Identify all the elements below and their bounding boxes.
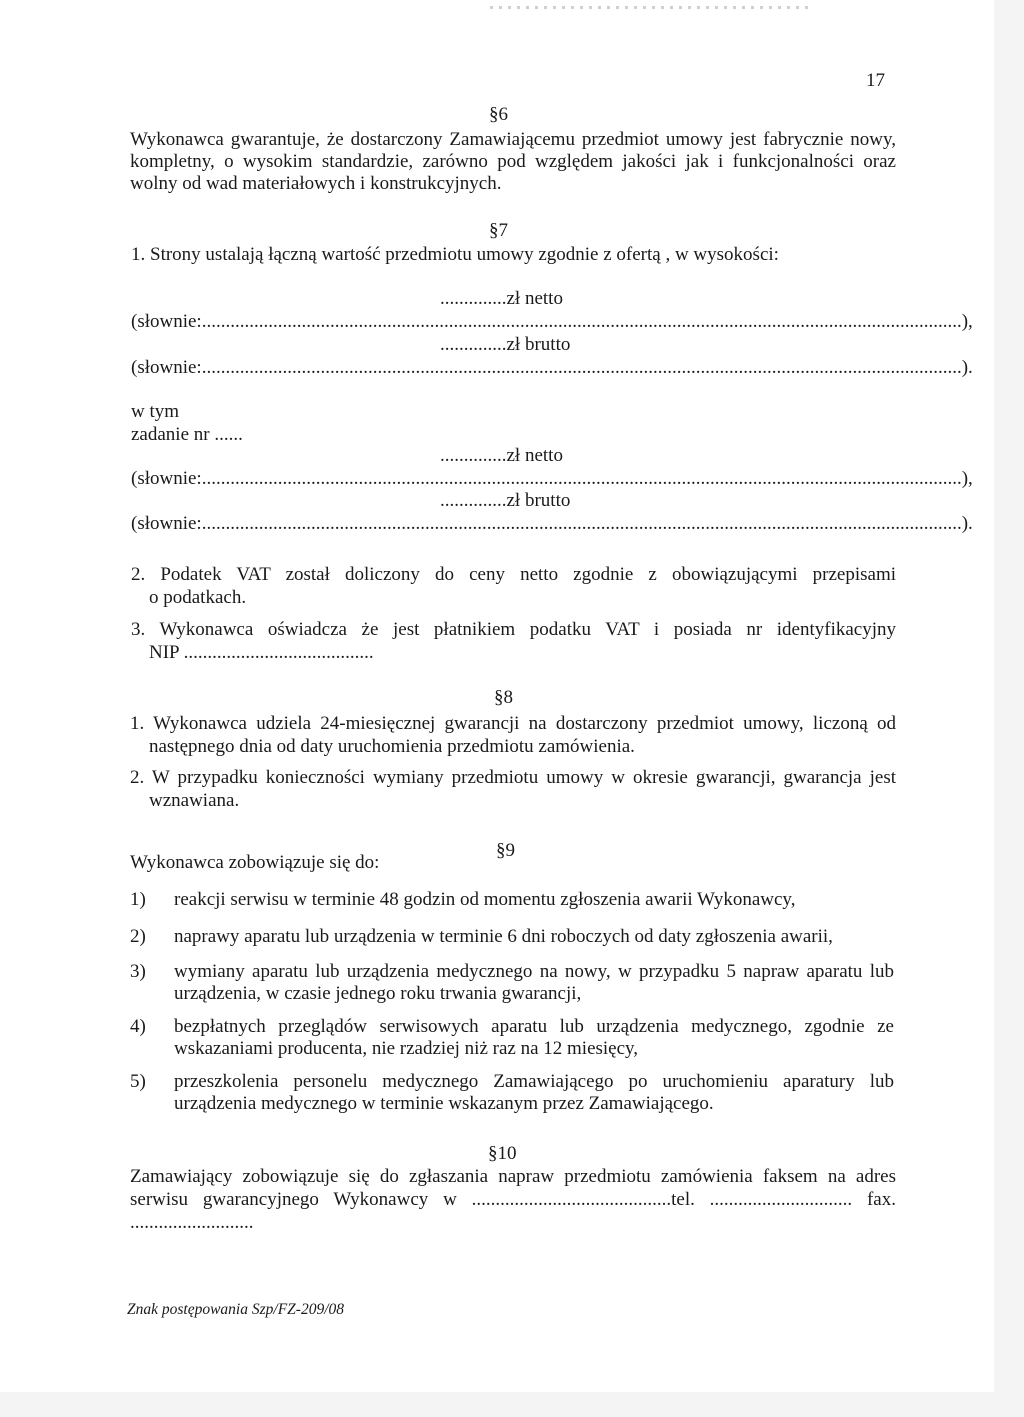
list-item: przeszkolenia personelu medycznego Zamawiającego po uruchomieniu aparatury lub: [174, 1071, 894, 1092]
dotted-fill: ................................................................................................................................................................: [201, 311, 962, 332]
slownie-end: ),: [961, 468, 973, 489]
list-item: naprawy aparatu lub urządzenia w terminie 6 dni roboczych od daty zgłoszenia awarii,: [174, 926, 833, 947]
section-7-heading: §7: [489, 220, 508, 241]
section-8-item-2: 2. W przypadku konieczności wymiany przedmiotu umowy w okresie gwarancji, gwarancja jest: [130, 767, 896, 788]
dotted-fill: ................................................................................................................................................................: [201, 468, 962, 489]
scan-noise: [490, 6, 810, 9]
list-item: wymiany aparatu lub urządzenia medycznego na nowy, w przypadku 5 napraw aparatu lub: [174, 961, 894, 982]
list-item-number: 2): [130, 926, 146, 947]
scan-edge: [0, 1392, 1024, 1417]
list-item-number: 4): [130, 1016, 146, 1037]
dotted-fill: ................................................................................................................................................................: [201, 357, 962, 378]
slownie-label: (słownie:: [131, 311, 202, 332]
section-6-text: Wykonawca gwarantuje, że dostarczony Zamawiającemu przedmiot umowy jest fabrycznie nowy, kompletny, o wysokim standardzie, zarówno pod względem jakości jak i funkcjonalności oraz wolny od wad materiałowych i konstrukcyjnych.: [130, 129, 896, 194]
list-item-cont: urządzenia, w czasie jednego roku trwania gwarancji,: [174, 983, 582, 1004]
list-item-cont: wskazaniami producenta, nie rzadziej niż raz na 12 miesięcy,: [174, 1038, 639, 1059]
section-10-text: Zamawiający zobowiązuje się do zgłaszania napraw przedmiotu zamówienia faksem na adres: [130, 1166, 896, 1187]
section-7-item-1: 1. Strony ustalają łączną wartość przedmiotu umowy zgodnie z ofertą , w wysokości:: [131, 244, 779, 265]
slownie-line: [131, 468, 973, 490]
section-8-item-1: 1. Wykonawca udziela 24-miesięcznej gwarancji na dostarczony przedmiot umowy, liczoną od: [130, 713, 896, 734]
section-10-text-cont: ..........................: [130, 1212, 254, 1233]
amount-brutto: ..............zł brutto: [440, 490, 571, 511]
section-6-heading: §6: [489, 104, 508, 125]
page-number: 17: [866, 70, 885, 91]
slownie-end: ).: [961, 357, 973, 378]
list-item-number: 3): [130, 961, 146, 982]
slownie-line: [131, 311, 973, 333]
section-9-intro: Wykonawca zobowiązuje się do:: [130, 852, 380, 873]
slownie-line: [131, 357, 973, 379]
w-tym-label: w tym: [131, 401, 180, 422]
section-10-text-cont: serwisu gwarancyjnego Wykonawcy w ..........................................tel. .............................. fax.: [130, 1189, 896, 1210]
amount-netto: ..............zł netto: [440, 445, 563, 466]
zadanie-label: zadanie nr ......: [131, 424, 243, 445]
list-item-cont: urządzenia medycznego w terminie wskazanym przez Zamawiającego.: [174, 1093, 714, 1114]
section-7-item-2-cont: o podatkach.: [149, 587, 247, 608]
list-item: bezpłatnych przeglądów serwisowych aparatu lub urządzenia medycznego, zgodnie ze: [174, 1016, 894, 1037]
section-8-heading: §8: [494, 687, 513, 708]
slownie-label: (słownie:: [131, 468, 202, 489]
section-7-item-2: 2. Podatek VAT został doliczony do ceny netto zgodnie z obowiązującymi przepisami: [131, 564, 896, 585]
section-8-item-1-cont: następnego dnia od daty uruchomienia przedmiotu zamówienia.: [149, 736, 635, 757]
dotted-fill: ................................................................................................................................................................: [201, 513, 962, 534]
section-7-item-3: 3. Wykonawca oświadcza że jest płatnikiem podatku VAT i posiada nr identyfikacyjny: [131, 619, 896, 640]
slownie-label: (słownie:: [131, 357, 202, 378]
slownie-end: ),: [961, 311, 973, 332]
section-8-item-2-cont: wznawiana.: [149, 790, 240, 811]
amount-brutto: ..............zł brutto: [440, 334, 571, 355]
list-item-number: 5): [130, 1071, 146, 1092]
section-7-item-3-cont: NIP ........................................: [149, 642, 374, 663]
scan-edge: [994, 0, 1024, 1417]
slownie-line: [131, 513, 973, 535]
slownie-end: ).: [961, 513, 973, 534]
section-9-heading: §9: [496, 840, 515, 861]
list-item-number: 1): [130, 889, 146, 910]
list-item: reakcji serwisu w terminie 48 godzin od momentu zgłoszenia awarii Wykonawcy,: [174, 889, 796, 910]
document-footer: Znak postępowania Szp/FZ-209/08: [127, 1301, 345, 1318]
slownie-label: (słownie:: [131, 513, 202, 534]
amount-netto: ..............zł netto: [440, 288, 563, 309]
section-10-heading: §10: [488, 1143, 517, 1164]
